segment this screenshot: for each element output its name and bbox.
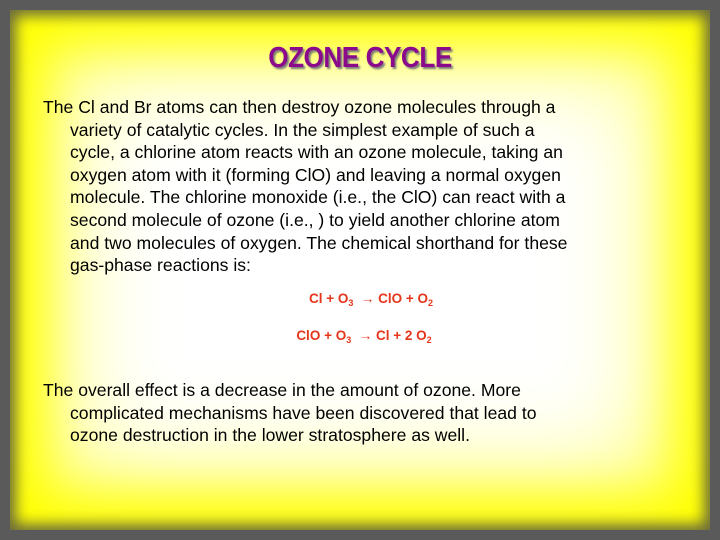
eq-rhs: ClO + O — [378, 291, 429, 306]
eq-sub: 3 — [346, 335, 352, 345]
text-line: The overall effect is a decrease in the amount of ozone. More — [43, 380, 521, 400]
slide — [10, 10, 710, 530]
arrow-icon: → — [360, 291, 375, 306]
text-line: and two molecules of oxygen. The chemical shorthand for these — [70, 232, 568, 253]
equation-2 — [10, 328, 710, 345]
slide-title: OZONE CYCLE — [268, 42, 452, 74]
text-line: molecule. The chlorine monoxide (i.e., the ClO) can react with a — [70, 187, 566, 208]
text-line: The Cl and Br atoms can then destroy ozone molecules through a — [43, 97, 556, 117]
eq-rhs: Cl + 2 O — [376, 328, 427, 343]
eq-sub: 2 — [426, 335, 432, 345]
text-line: second molecule of ozone (i.e., ) to yield another chlorine atom — [70, 209, 560, 230]
text-line: variety of catalytic cycles. In the simplest example of such a — [70, 119, 535, 140]
text-line: cycle, a chlorine atom reacts with an ozone molecule, taking an — [70, 142, 563, 163]
eq-lhs: ClO + O — [296, 328, 347, 343]
equation-1 — [10, 291, 710, 308]
eq-sub: 2 — [428, 298, 434, 308]
text-line: gas-phase reactions is: — [70, 255, 251, 276]
paragraph-conclusion — [43, 379, 703, 447]
paragraph-intro — [43, 96, 703, 277]
arrow-icon: → — [358, 328, 373, 343]
eq-sub: 3 — [348, 298, 354, 308]
eq-lhs: Cl + O — [308, 291, 349, 306]
text-line: complicated mechanisms have been discovered that lead to — [70, 402, 537, 423]
text-line: oxygen atom with it (forming ClO) and leaving a normal oxygen — [70, 164, 561, 185]
text-line: ozone destruction in the lower stratosphere as well. — [70, 425, 470, 446]
